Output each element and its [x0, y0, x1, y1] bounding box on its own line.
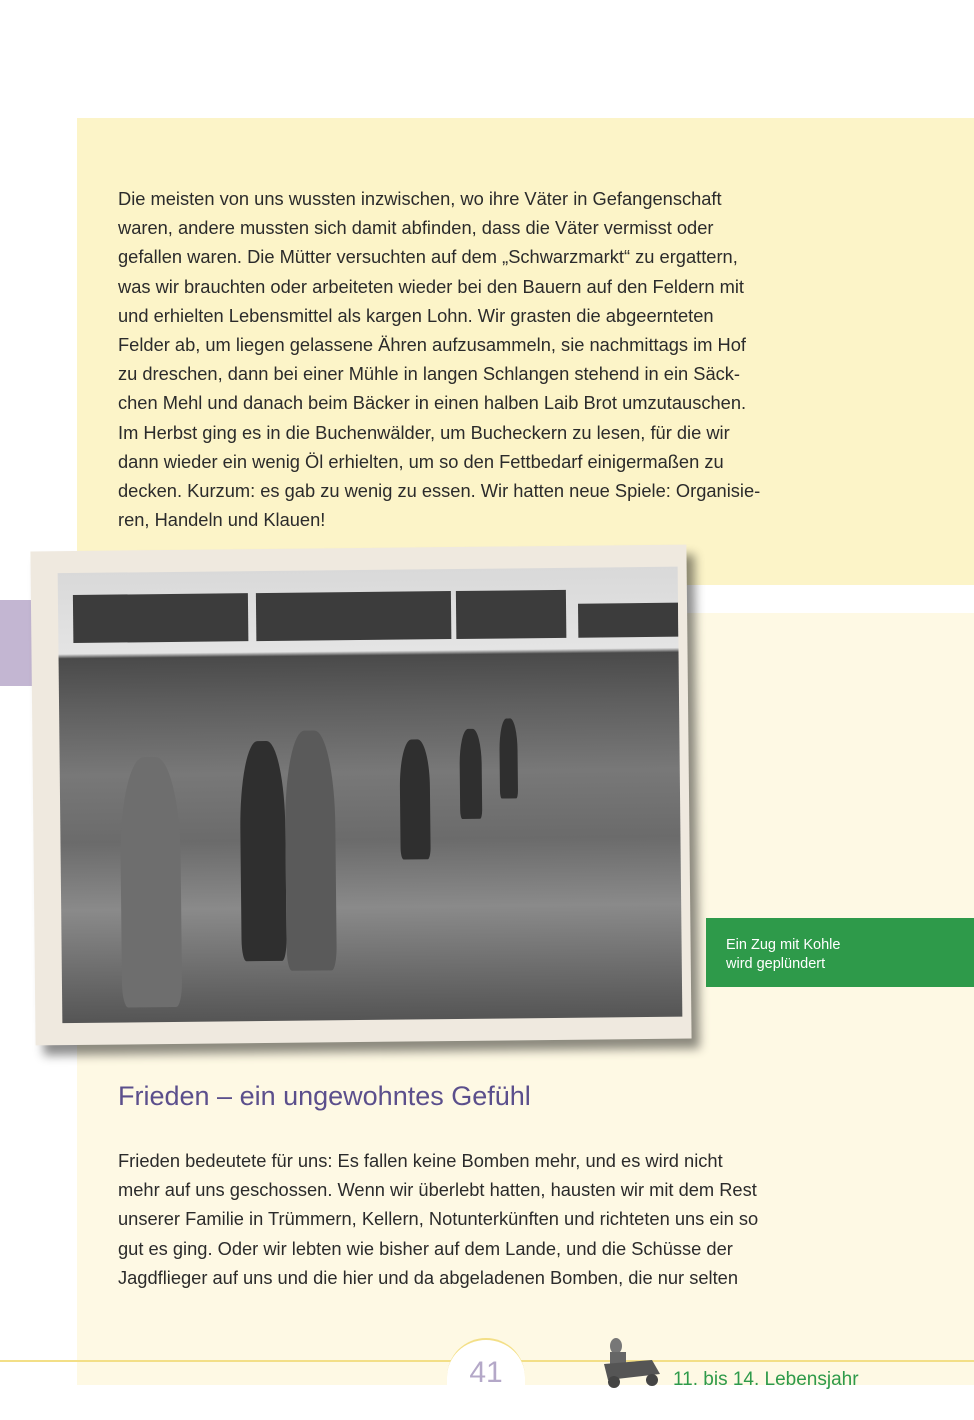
body-paragraph-bottom	[118, 1146, 758, 1292]
text-line: unserer Familie in Trümmern, Kellern, Notunterkünften und richteten uns ein so	[118, 1208, 759, 1230]
chapter-label: 11. bis 14. Lebensjahr	[673, 1369, 859, 1390]
text-line: Jagdflieger auf uns und die hier und da abgeladenen Bomben, die nur selten	[118, 1266, 738, 1288]
text-line: zu dreschen, dann bei einer Mühle in langen Schlangen stehend in ein Säck-	[118, 363, 740, 385]
page-number: 41	[469, 1356, 503, 1389]
caption-line: wird geplündert	[726, 956, 826, 972]
text-line: gefallen waren. Die Mütter versuchten auf dem „Schwarzmarkt“ zu ergattern,	[118, 246, 738, 268]
body-paragraph-top	[118, 184, 760, 534]
text-line: decken. Kurzum: es gab zu wenig zu essen. Wir hatten neue Spiele: Organisie-	[118, 480, 761, 502]
text-line: ren, Handeln und Klauen!	[118, 509, 326, 531]
photo-caption	[706, 918, 974, 987]
text-line: Felder ab, um liegen gelassene Ähren aufzusammeln, sie nachmittags im Hof	[118, 334, 746, 356]
section-heading: Frieden – ein ungewohntes Gefühl	[118, 1081, 531, 1111]
text-line: Die meisten von uns wussten inzwischen, wo ihre Väter in Gefangenschaft	[118, 188, 722, 209]
photo-frame	[30, 545, 691, 1046]
text-line: gut es ging. Oder wir lebten wie bisher auf dem Lande, und die Schüsse der	[118, 1237, 733, 1259]
caption-line: Ein Zug mit Kohle	[726, 937, 841, 953]
text-line: Im Herbst ging es in die Buchenwälder, um Bucheckern zu lesen, für die wir	[118, 421, 730, 443]
text-line: und erhielten Lebensmittel als kargen Lohn. Wir grasten die abgeernteten	[118, 304, 714, 326]
side-accent-bar	[0, 600, 34, 686]
text-line: Frieden bedeutete für uns: Es fallen keine Bomben mehr, und es wird nicht	[118, 1150, 723, 1171]
text-line: chen Mehl und danach beim Bäcker in einen halben Laib Brot umzutauschen.	[118, 392, 747, 414]
text-line: mehr auf uns geschossen. Wenn wir überlebt hatten, hausten wir mit dem Rest	[118, 1179, 757, 1201]
text-line: was wir brauchten oder arbeiteten wieder bei den Bauern auf den Feldern mit	[118, 275, 744, 297]
text-line: waren, andere mussten sich damit abfinden, dass die Väter vermisst oder	[118, 217, 714, 239]
historical-photo-train-coal	[58, 567, 683, 1023]
text-line: dann wieder ein wenig Öl erhielten, um so den Fettbedarf einigermaßen zu	[118, 450, 724, 472]
pedal-car-icon	[602, 1334, 666, 1392]
